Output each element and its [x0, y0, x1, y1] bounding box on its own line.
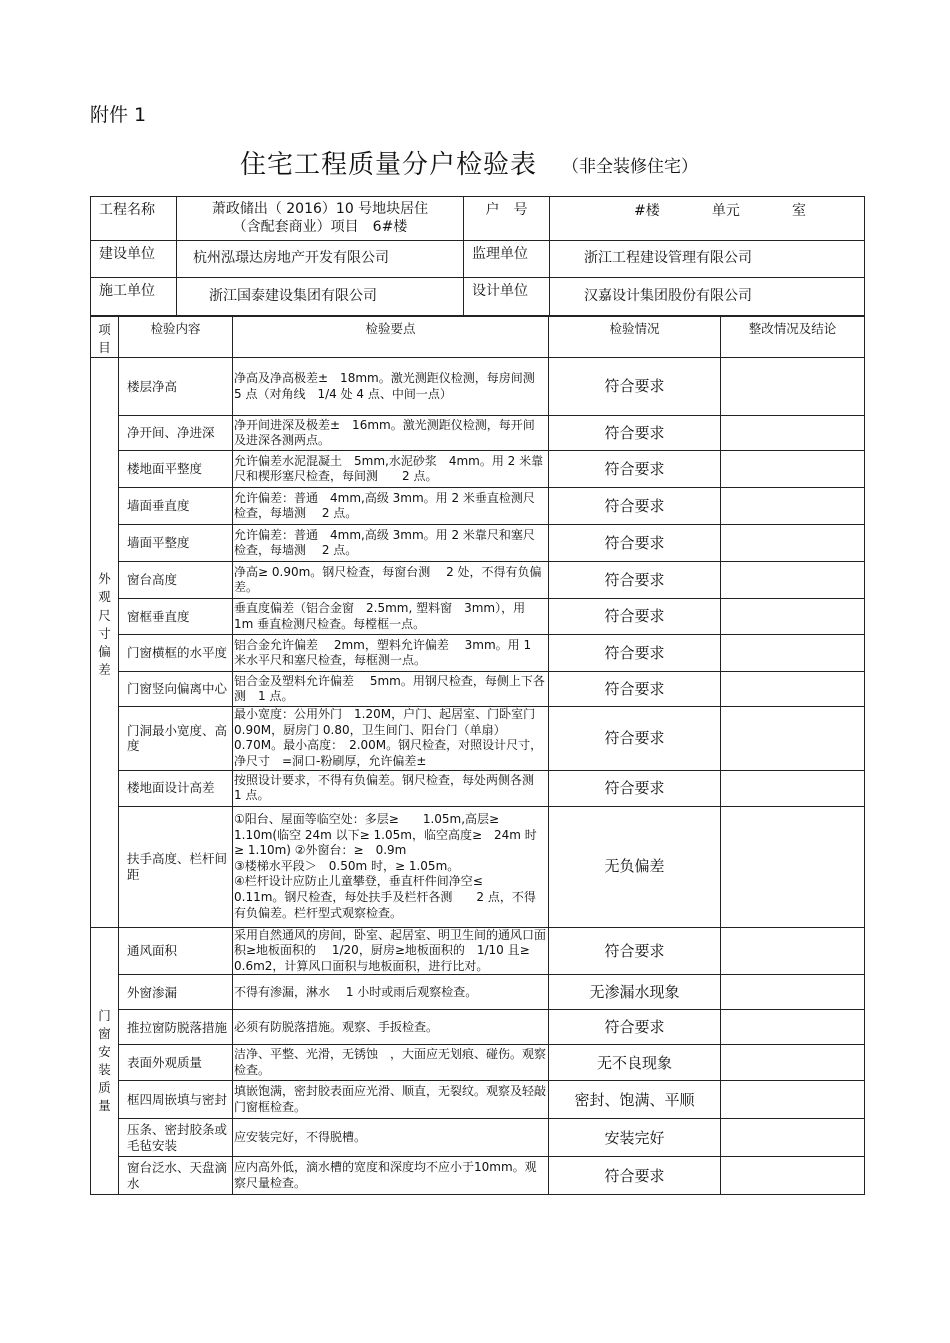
category-char: 门: [98, 1007, 111, 1023]
inspection-result: 符合要求: [549, 635, 721, 672]
table-row: [91, 975, 865, 1010]
project-name-value: [177, 197, 464, 241]
table-row: [91, 562, 865, 599]
inspection-result: 符合要求: [549, 451, 721, 488]
rectification-conclusion: [721, 1119, 865, 1157]
inspection-result: 符合要求: [549, 525, 721, 562]
inspection-requirement: 最小宽度：公用外门 1.20M，户门、起居室、门卧室门 0.90M，厨房门 0.80，卫生间门、阳台门（单扇）0.70M。最小高度： 2.00M。钢尺检查，对照设计尺寸，净尺寸 =洞口-粉刷厚，允许偏差±: [233, 707, 549, 770]
attachment-label: 附件 1: [90, 104, 147, 126]
inspection-requirement: 净高≥ 0.90m。钢尺检查，每窗台测 2 处，不得有负偏差。: [233, 562, 549, 599]
category-char: 尺: [98, 607, 111, 623]
table-row: [91, 1045, 865, 1081]
rectification-conclusion: [721, 707, 865, 770]
supervisor-label: 监理单位: [464, 241, 550, 278]
inspection-result: 无负偏差: [549, 806, 721, 927]
inspection-result: 符合要求: [549, 562, 721, 599]
project-name-label: 工程名称: [91, 197, 177, 241]
inspection-requirement: 填嵌饱满，密封胶表面应光滑、顺直，无裂纹。观察及轻敲门窗框检查。: [233, 1081, 549, 1119]
table-row: [91, 488, 865, 525]
inspection-item: 框四周嵌填与密封: [119, 1081, 233, 1119]
category-char: 窗: [98, 1025, 111, 1041]
col-project-char: 目: [98, 340, 111, 356]
inspection-item: 窗台泛水、天盘滴水: [119, 1157, 233, 1195]
contractor-value: 浙江国泰建设集团有限公司: [177, 278, 464, 316]
inspection-requirement: 垂直度偏差（铝合金窗 2.5mm, 塑料窗 3mm），用 1m 垂直检测尺检查。每樘框一点。: [233, 599, 549, 635]
inspection-requirement: 不得有渗漏，淋水 1 小时或雨后观察检查。: [233, 975, 549, 1010]
rectification-conclusion: [721, 1045, 865, 1081]
inspection-requirement: 采用自然通风的房间，卧室、起居室、明卫生间的通风口面积≥地板面积的 1/20，厨房≥地板面积的 1/10 且≥ 0.6m2，计算风口面积与地板面积，进行比对。: [233, 927, 549, 975]
rectification-conclusion: [721, 525, 865, 562]
inspection-result: 符合要求: [549, 488, 721, 525]
inspection-result: 符合要求: [549, 672, 721, 707]
inspection-item: 窗台高度: [119, 562, 233, 599]
inspection-requirement: 必须有防脱落措施。观察、手扳检查。: [233, 1010, 549, 1045]
category-char: 寸: [98, 625, 111, 641]
category-char: 外: [98, 571, 111, 587]
rectification-conclusion: [721, 770, 865, 806]
col-project-char: 项: [98, 322, 111, 337]
inspection-result: 无渗漏水现象: [549, 975, 721, 1010]
category-cell: [91, 358, 119, 927]
rectification-conclusion: [721, 806, 865, 927]
rectification-conclusion: [721, 1010, 865, 1045]
inspection-item: 外窗渗漏: [119, 975, 233, 1010]
table-row: [91, 927, 865, 975]
inspection-result: 密封、饱满、平顺: [549, 1081, 721, 1119]
inspection-item: 表面外观质量: [119, 1045, 233, 1081]
inspection-requirement: 应安装完好，不得脱槽。: [233, 1119, 549, 1157]
unit-room: 室: [791, 203, 806, 219]
requirement-line: ④栏杆设计应防止儿童攀登，垂直杆件间净空≤: [234, 874, 483, 889]
inspection-form: [90, 196, 864, 1195]
requirement-line: 1.10m(临空 24m 以下≥ 1.05m，临空高度≥ 24m 时≥ 1.10m) ②外窗台：≥ 0.9m: [234, 827, 537, 858]
category-char: 差: [98, 661, 111, 677]
table-row: [91, 672, 865, 707]
designer-value: 汉嘉设计集团股份有限公司: [550, 278, 865, 316]
project-name-line2: （含配套商业）项目 6#楼: [232, 218, 408, 235]
inspection-result: 安装完好: [549, 1119, 721, 1157]
rectification-conclusion: [721, 1157, 865, 1195]
table-row: [91, 635, 865, 672]
inspection-requirement: 允许偏差：普通 4mm,高级 3mm。用 2 米垂直检测尺检查，每墙测 2 点。: [233, 488, 549, 525]
page-subtitle: （非全装修住宅）: [562, 157, 698, 177]
inspection-result: 符合要求: [549, 599, 721, 635]
inspection-result: 符合要求: [549, 707, 721, 770]
table-row: [91, 806, 865, 927]
inspection-result: 无不良现象: [549, 1045, 721, 1081]
inspection-item: 门窗横框的水平度: [119, 635, 233, 672]
table-row: [91, 416, 865, 451]
contractor-label: 施工单位: [91, 278, 177, 316]
unit-label: 户 号: [464, 197, 550, 241]
requirement-line: 0.11m。钢尺检查，每处扶手及栏杆各测 2 点，不得有负偏差。栏杆型式观察检查。: [234, 890, 536, 920]
category-char: 质: [98, 1080, 111, 1096]
table-row: [91, 451, 865, 488]
inspection-item: 墙面平整度: [119, 525, 233, 562]
inspection-item: 墙面垂直度: [119, 488, 233, 525]
inspection-requirement: 按照设计要求，不得有负偏差。钢尺检查，每处两侧各测 1 点。: [233, 770, 549, 806]
inspection-item: 楼层净高: [119, 358, 233, 416]
rectification-conclusion: [721, 927, 865, 975]
inspection-table: [90, 316, 865, 1195]
supervisor-value: 浙江工程建设管理有限公司: [550, 241, 865, 278]
category-char: 偏: [98, 643, 111, 659]
inspection-result: 符合要求: [549, 1157, 721, 1195]
developer-label: 建设单位: [91, 241, 177, 278]
inspection-item: 扶手高度、栏杆间距: [119, 806, 233, 927]
rectification-conclusion: [721, 975, 865, 1010]
col-project-header: [91, 317, 119, 358]
table-row: [91, 599, 865, 635]
col-conclusion-header: 整改情况及结论: [721, 317, 865, 358]
rectification-conclusion: [721, 599, 865, 635]
col-result-header: 检验情况: [549, 317, 721, 358]
header-table: [90, 196, 865, 316]
category-char: 安: [98, 1043, 111, 1059]
inspection-requirement: 应内高外低，滴水槽的宽度和深度均不应小于10mm。观察尺量检查。: [233, 1157, 549, 1195]
table-row: [91, 1081, 865, 1119]
page-title: 住宅工程质量分户检验表: [240, 150, 538, 180]
inspection-item: 窗框垂直度: [119, 599, 233, 635]
category-char: 量: [98, 1098, 111, 1114]
table-row: [91, 1010, 865, 1045]
table-row: [91, 1119, 865, 1157]
inspection-item: 压条、密封胶条或毛毡安装: [119, 1119, 233, 1157]
rectification-conclusion: [721, 672, 865, 707]
category-cell: [91, 927, 119, 1195]
inspection-requirement: 净开间进深及极差± 16mm。激光测距仪检测，每开间及进深各测两点。: [233, 416, 549, 451]
table-row: [91, 358, 865, 416]
inspection-item: 楼地面设计高差: [119, 770, 233, 806]
rectification-conclusion: [721, 635, 865, 672]
rectification-conclusion: [721, 358, 865, 416]
inspection-result: 符合要求: [549, 1010, 721, 1045]
col-content-header: 检验内容: [119, 317, 233, 358]
requirement-line: ③楼梯水平段＞ 0.50m 时，≥ 1.05m。: [234, 858, 460, 873]
column-header-row: [91, 317, 865, 358]
rectification-conclusion: [721, 1081, 865, 1119]
rectification-conclusion: [721, 416, 865, 451]
category-char: 装: [98, 1062, 111, 1078]
unit-value: [550, 197, 865, 241]
category-char: 观: [98, 589, 111, 605]
inspection-requirement: [233, 806, 549, 927]
inspection-requirement: 铝合金及塑料允许偏差 5mm。用钢尺检查，每侧上下各测 1 点。: [233, 672, 549, 707]
rectification-conclusion: [721, 488, 865, 525]
unit-unit: 单元: [711, 203, 740, 219]
inspection-result: 符合要求: [549, 416, 721, 451]
requirement-line: ①阳台、屋面等临空处：多层≥ 1.05m,高层≥: [234, 812, 500, 827]
unit-building: #楼: [634, 203, 660, 219]
inspection-item: 净开间、净进深: [119, 416, 233, 451]
inspection-result: 符合要求: [549, 358, 721, 416]
table-row: [91, 707, 865, 770]
inspection-item: 楼地面平整度: [119, 451, 233, 488]
col-requirements-header: 检验要点: [233, 317, 549, 358]
table-row: [91, 770, 865, 806]
inspection-item: 通风面积: [119, 927, 233, 975]
rectification-conclusion: [721, 451, 865, 488]
developer-value: 杭州泓璟达房地产开发有限公司: [177, 241, 464, 278]
inspection-requirement: 允许偏差：普通 4mm,高级 3mm。用 2 米靠尺和塞尺检查，每墙测 2 点。: [233, 525, 549, 562]
rectification-conclusion: [721, 562, 865, 599]
designer-label: 设计单位: [464, 278, 550, 316]
inspection-item: 推拉窗防脱落措施: [119, 1010, 233, 1045]
inspection-requirement: 净高及净高极差± 18mm。激光测距仪检测，每房间测 5 点（对角线 1/4 处 4 点、中间一点）: [233, 358, 549, 416]
inspection-requirement: 铝合金允许偏差 2mm，塑料允许偏差 3mm。用 1 米水平尺和塞尺检查，每框测一点。: [233, 635, 549, 672]
inspection-result: 符合要求: [549, 770, 721, 806]
inspection-item: 门洞最小宽度、高度: [119, 707, 233, 770]
table-row: [91, 525, 865, 562]
inspection-result: 符合要求: [549, 927, 721, 975]
inspection-item: 门窗竖向偏离中心: [119, 672, 233, 707]
project-name-line1: 萧政储出（ 2016）10 号地块居住: [211, 201, 429, 217]
inspection-requirement: 允许偏差水泥混凝土 5mm,水泥砂浆 4mm。用 2 米靠尺和楔形塞尺检查，每间测 2 点。: [233, 451, 549, 488]
inspection-requirement: 洁净、平整、光滑，无锈蚀 ，大面应无划痕、碰伤。观察检查。: [233, 1045, 549, 1081]
table-row: [91, 1157, 865, 1195]
